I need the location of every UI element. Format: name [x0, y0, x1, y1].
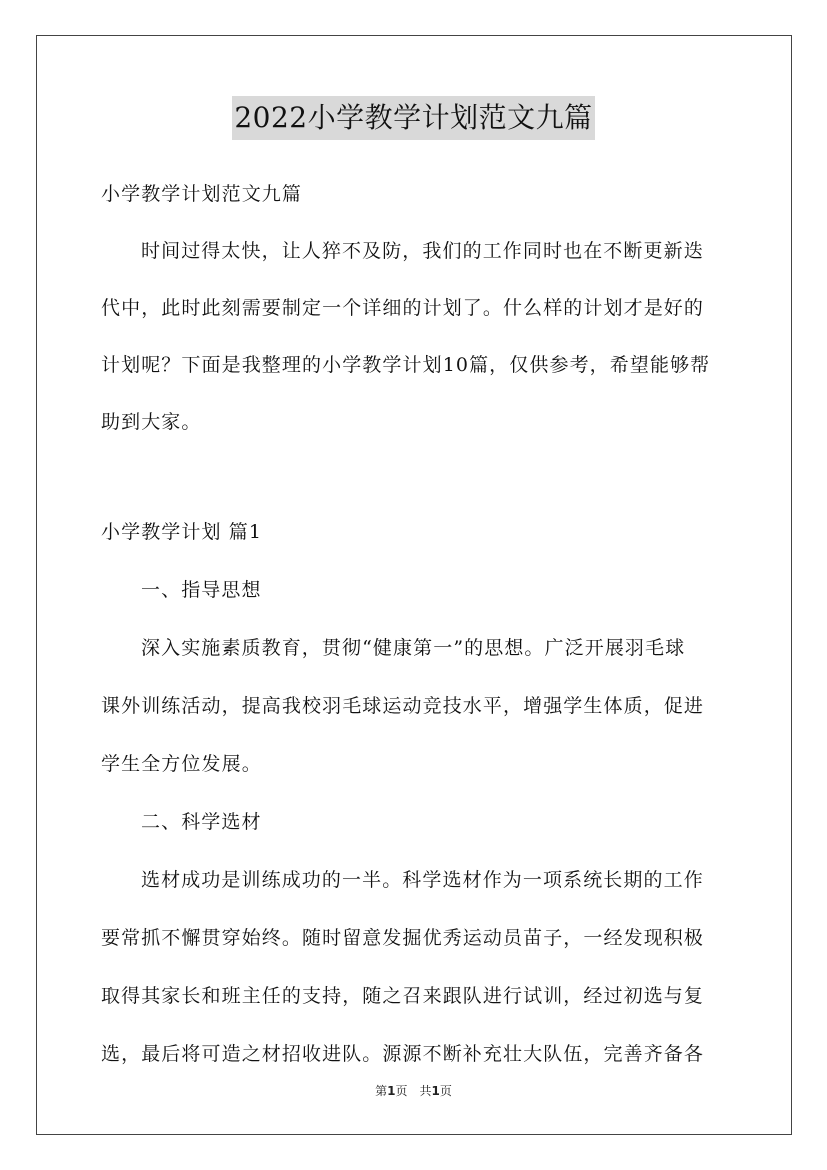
section2-line-4: 选，最后将可造之材招收进队。源源不断补充壮大队伍，完善齐备各 [101, 1043, 705, 1065]
footer-page-total: 1 [431, 1084, 440, 1098]
section1-line-3: 学生全方位发展。 [101, 753, 262, 775]
section2-line-1: 选材成功是训练成功的一半。科学选材作为一项系统长期的工作 [141, 869, 704, 891]
title-container [0, 96, 827, 140]
intro-line-3: 计划呢？下面是我整理的小学教学计划10篇，仅供参考，希望能够帮 [101, 354, 711, 376]
section1-line-1: 深入实施素质教育，贯彻“健康第一”的思想。广泛开展羽毛球 [141, 637, 686, 659]
footer-page-mid: 页 共 [395, 1084, 432, 1098]
page-title: 2022小学教学计划范文九篇 [232, 96, 594, 140]
footer-page-number: 1 [387, 1084, 396, 1098]
chapter-heading: 小学教学计划 篇1 [101, 521, 263, 543]
section-heading-2: 二、科学选材 [141, 811, 262, 833]
intro-line-4: 助到大家。 [101, 411, 202, 433]
intro-line-2: 代中，此时此刻需要制定一个详细的计划了。什么样的计划才是好的 [101, 297, 705, 319]
section2-line-2: 要常抓不懈贯穿始终。随时留意发掘优秀运动员苗子，一经发现积极 [101, 927, 705, 949]
intro-line-1: 时间过得太快，让人猝不及防，我们的工作同时也在不断更新迭 [141, 240, 704, 262]
page-footer [0, 1082, 827, 1099]
section-heading-1: 一、指导思想 [141, 579, 262, 601]
footer-page-post: 页 [439, 1084, 452, 1098]
subtitle: 小学教学计划范文九篇 [101, 183, 303, 205]
section1-line-2: 课外训练活动，提高我校羽毛球运动竞技水平，增强学生体质，促进 [101, 695, 705, 717]
section2-line-3: 取得其家长和班主任的支持，随之召来跟队进行试训，经过初选与复 [101, 985, 705, 1007]
footer-page-pre: 第 [375, 1084, 388, 1098]
document-body [101, 175, 727, 1073]
